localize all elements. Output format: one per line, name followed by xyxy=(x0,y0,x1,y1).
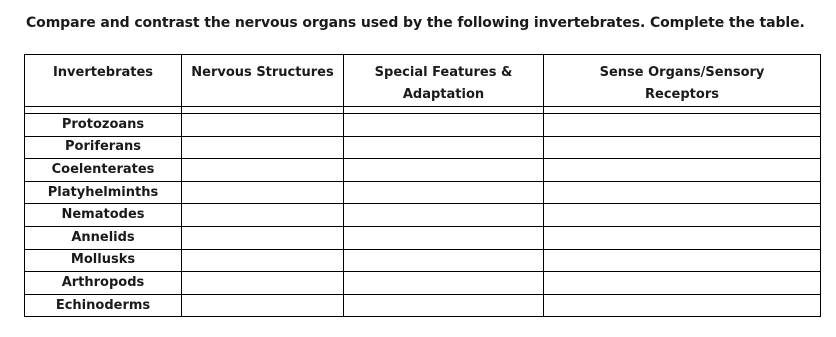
special-features-answer-cell[interactable] xyxy=(344,249,544,272)
special-features-answer-cell[interactable] xyxy=(344,136,544,159)
header-sense-organs-line1: Sense Organs/Sensory xyxy=(599,65,765,80)
nervous-structures-answer-cell[interactable] xyxy=(182,204,344,227)
header-sense-organs-line2: Receptors xyxy=(645,87,719,102)
header-special-features xyxy=(344,55,544,107)
spacer-cell xyxy=(25,107,182,114)
header-nervous-structures xyxy=(182,55,344,107)
invertebrate-name: Nematodes xyxy=(25,204,182,227)
sense-organs-answer-cell[interactable] xyxy=(544,294,821,317)
sense-organs-answer-cell[interactable] xyxy=(544,249,821,272)
sense-organs-answer-cell[interactable] xyxy=(544,159,821,182)
invertebrate-name: Poriferans xyxy=(25,136,182,159)
special-features-answer-cell[interactable] xyxy=(344,294,544,317)
special-features-answer-cell[interactable] xyxy=(344,226,544,249)
sense-organs-answer-cell[interactable] xyxy=(544,204,821,227)
sense-organs-answer-cell[interactable] xyxy=(544,114,821,137)
spacer-cell xyxy=(544,107,821,114)
nervous-structures-answer-cell[interactable] xyxy=(182,226,344,249)
table-row xyxy=(25,226,821,249)
table-row xyxy=(25,294,821,317)
special-features-answer-cell[interactable] xyxy=(344,272,544,295)
invertebrate-name: Echinoderms xyxy=(25,294,182,317)
nervous-structures-answer-cell[interactable] xyxy=(182,272,344,295)
sense-organs-answer-cell[interactable] xyxy=(544,272,821,295)
header-nervous-structures-label: Nervous Structures xyxy=(191,65,334,80)
invertebrate-comparison-table xyxy=(24,54,821,317)
special-features-answer-cell[interactable] xyxy=(344,159,544,182)
special-features-answer-cell[interactable] xyxy=(344,114,544,137)
nervous-structures-answer-cell[interactable] xyxy=(182,181,344,204)
nervous-structures-answer-cell[interactable] xyxy=(182,159,344,182)
nervous-structures-answer-cell[interactable] xyxy=(182,249,344,272)
sense-organs-answer-cell[interactable] xyxy=(544,226,821,249)
table-row xyxy=(25,114,821,137)
sense-organs-answer-cell[interactable] xyxy=(544,136,821,159)
spacer-cell xyxy=(344,107,544,114)
table-header-row xyxy=(25,55,821,107)
table-row xyxy=(25,159,821,182)
invertebrate-name: Annelids xyxy=(25,226,182,249)
nervous-structures-answer-cell[interactable] xyxy=(182,114,344,137)
invertebrate-name: Arthropods xyxy=(25,272,182,295)
table-row xyxy=(25,136,821,159)
header-sense-organs xyxy=(544,55,821,107)
invertebrate-name: Protozoans xyxy=(25,114,182,137)
invertebrate-name: Mollusks xyxy=(25,249,182,272)
spacer-cell xyxy=(182,107,344,114)
table-row xyxy=(25,249,821,272)
special-features-answer-cell[interactable] xyxy=(344,204,544,227)
table-row xyxy=(25,272,821,295)
table-spacer-row xyxy=(25,107,821,114)
nervous-structures-answer-cell[interactable] xyxy=(182,294,344,317)
table-row xyxy=(25,181,821,204)
header-invertebrates-label: Invertebrates xyxy=(52,65,154,80)
header-special-features-line2: Adaptation xyxy=(402,87,485,102)
invertebrate-name: Coelenterates xyxy=(25,159,182,182)
header-special-features-line1: Special Features & xyxy=(374,65,513,80)
table-row xyxy=(25,204,821,227)
special-features-answer-cell[interactable] xyxy=(344,181,544,204)
nervous-structures-answer-cell[interactable] xyxy=(182,136,344,159)
header-invertebrates xyxy=(25,55,182,107)
invertebrate-name: Platyhelminths xyxy=(25,181,182,204)
sense-organs-answer-cell[interactable] xyxy=(544,181,821,204)
worksheet-instruction: Compare and contrast the nervous organs used by the following invertebrates. Complete the table. xyxy=(26,15,805,31)
